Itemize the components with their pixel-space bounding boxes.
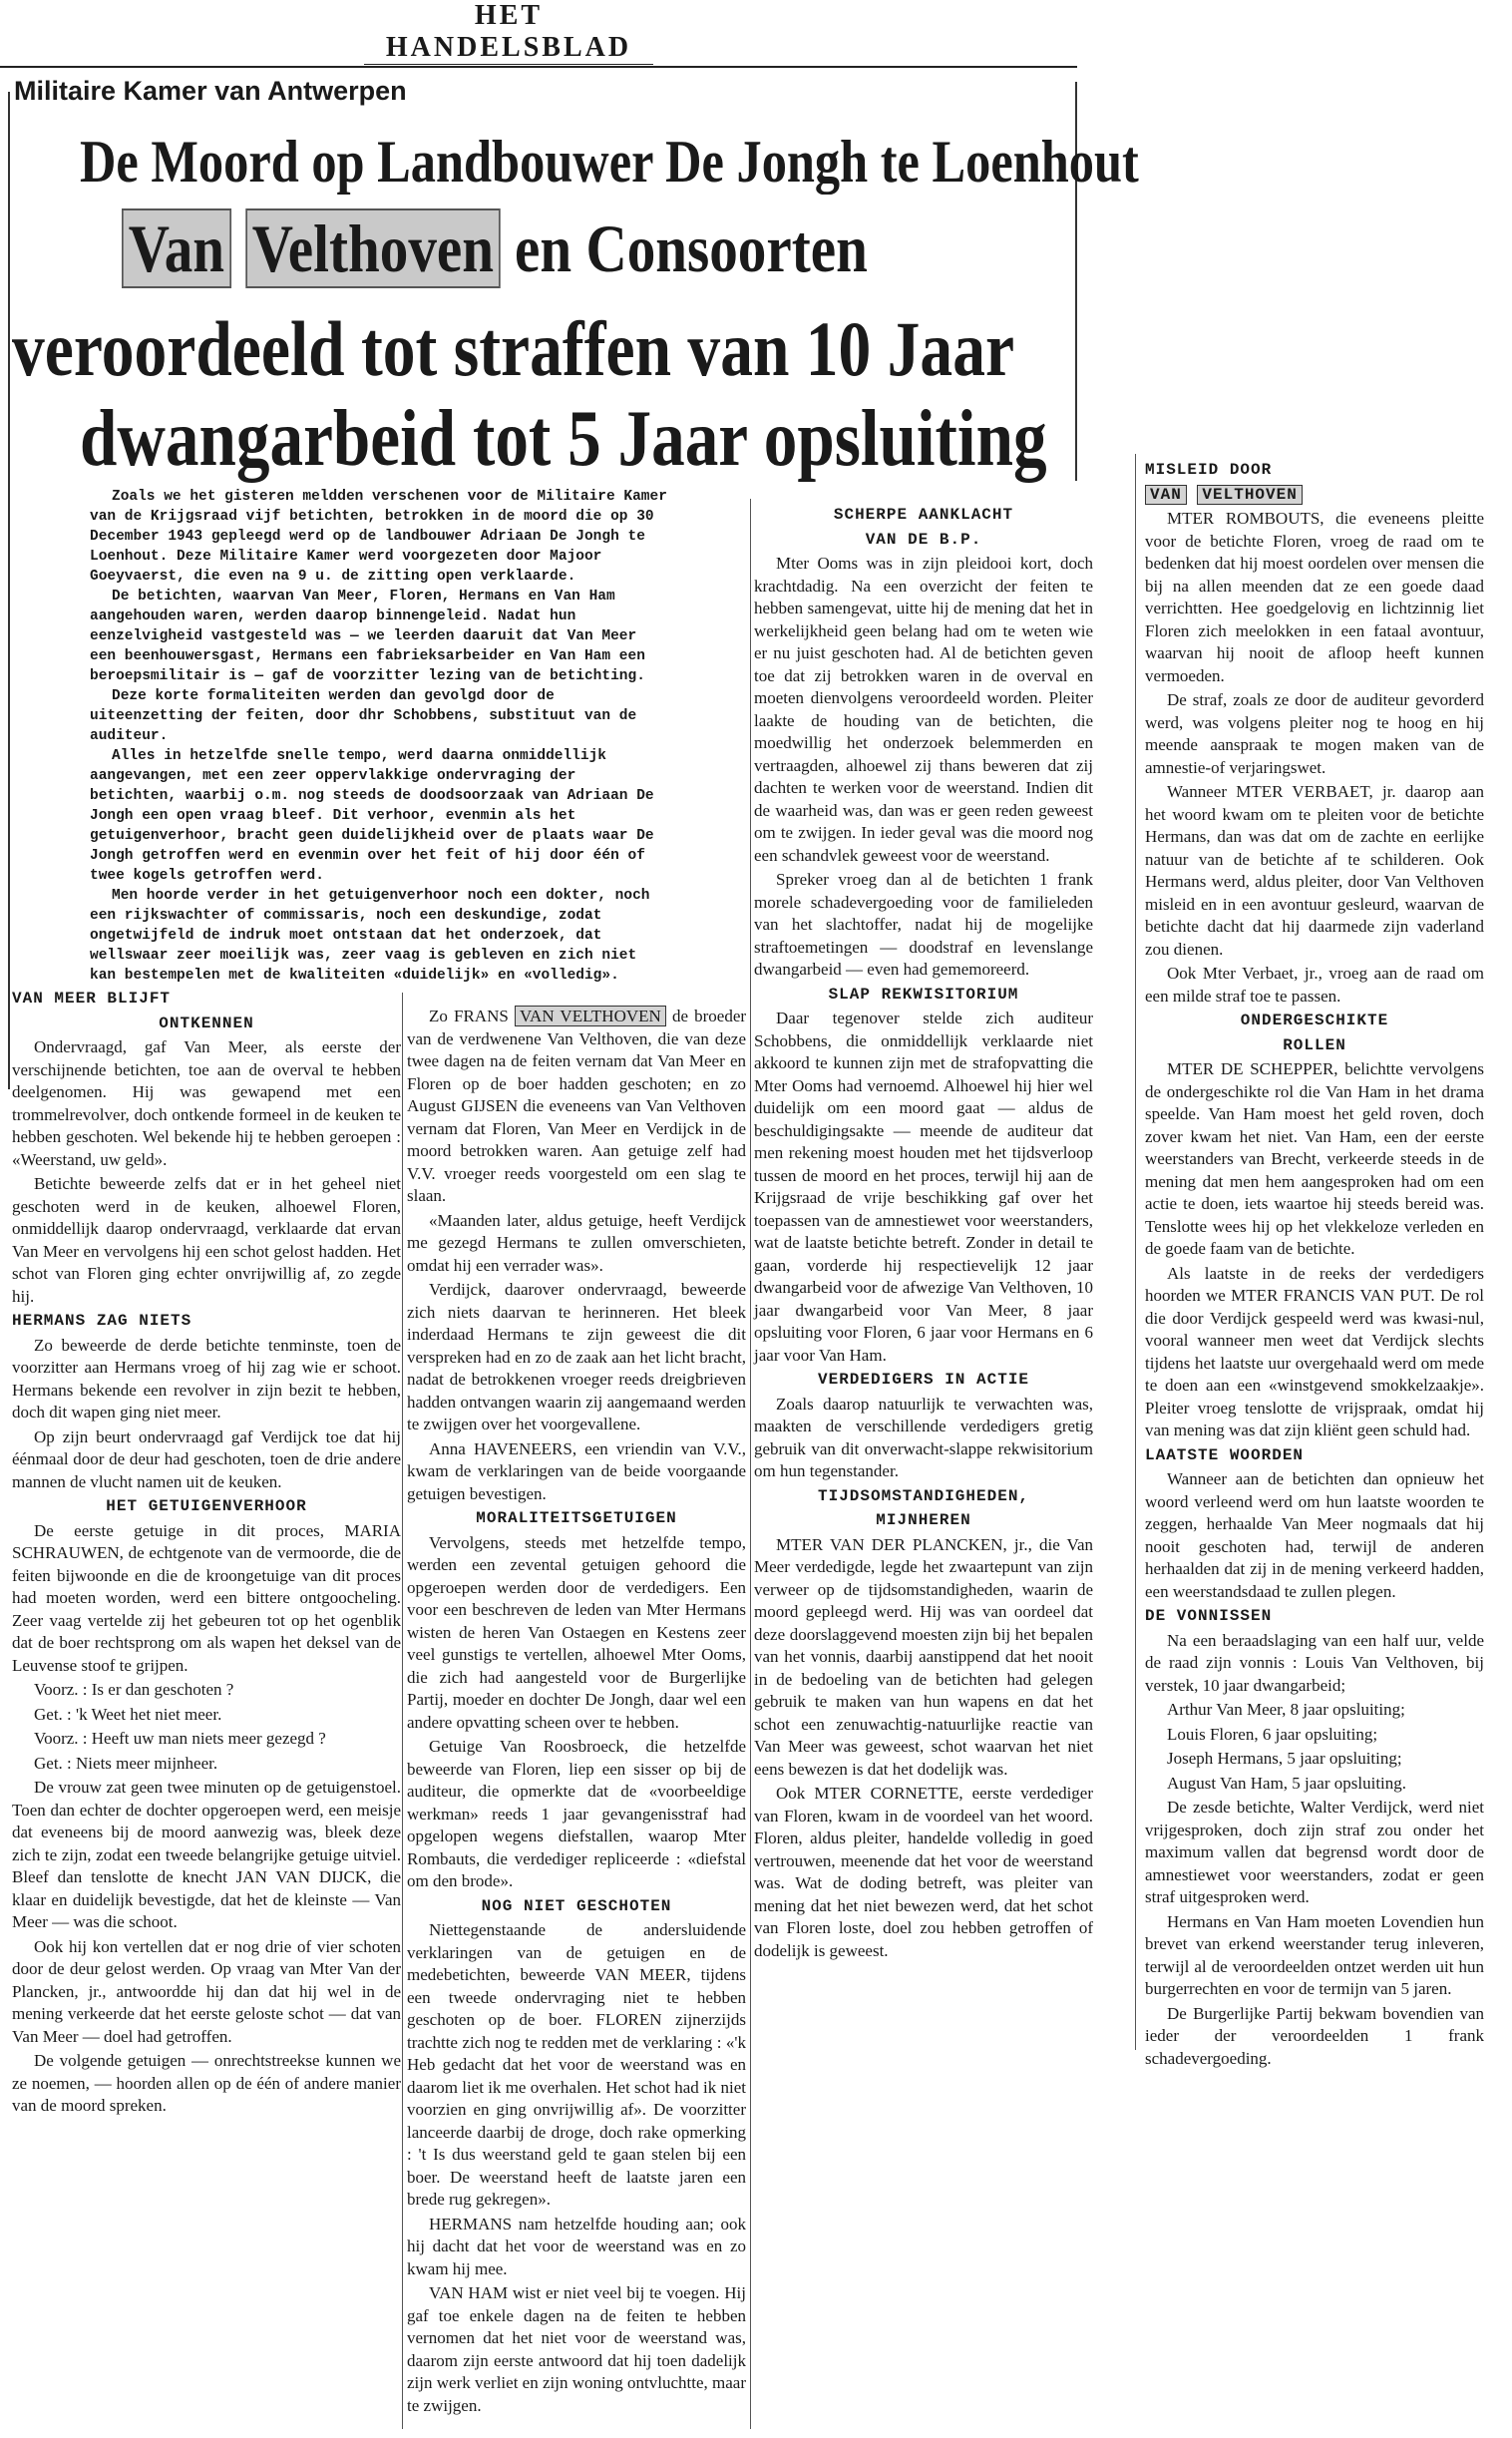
paragraph: MTER ROMBOUTS, die eveneens pleitte voor de betichte Floren, vroeg de raad om te bedenken dat hij moest oordelen over mensen die bij na allen meenden dat ze een goede daad verrichtten. Hee goedgelovig en lichtzinnig liet Floren zich meelokken in een fataal avontuur, waarvan hij nooit de afloop heeft kunnen vermoeden.: [1145, 509, 1484, 685]
section-heading: ONDERGESCHIKTE: [1240, 1012, 1389, 1029]
section-heading: ONTKENNEN: [159, 1014, 254, 1032]
masthead: HET HANDELSBLAD: [364, 0, 653, 67]
paragraph: Betichte beweerde zelfs dat er in het geheel niet geschoten werd in de keuken, alhoewel Floren, onmiddellijk daarop ondervraagd, verklaarde dat ervan Van Meer en vervolgens hij een schot gelost hadden. Het schot van Floren ging echter onvrijwillig af, zo zegde hij.: [12, 1174, 401, 1306]
list-item: Arthur Van Meer, 8 jaar opsluiting;: [1167, 1700, 1405, 1719]
section-heading: LAATSTE WOORDEN: [1145, 1445, 1305, 1464]
section-heading: TIJDSOMSTANDIGHEDEN,: [817, 1486, 1030, 1505]
paragraph: VAN HAM wist er niet veel bij te voegen. Hij gaf toe enkele dagen na de feiten te hebben vernomen dat het niet voor de weerstand was, daarom zijn eerste antwoord dat hij toen dadelijk zijn werk verliet en zijn woning ontvluchtte, maar te zwijgen.: [407, 2283, 746, 2415]
headline-line-4: dwangarbeid tot 5 Jaar opsluiting: [80, 395, 1047, 483]
column-divider: [750, 499, 751, 2429]
paragraph: HERMANS nam hetzelfde houding aan; ook hij dacht dat het voor de weerstand was en zo kwam hij mee.: [407, 2214, 746, 2278]
lead-text: De betichten, waarvan Van Meer, Floren, Hermans en Van Ham aangehouden waren, werden daarop binnengeleid. Nadat hun eenzelvigheid vastgesteld was — we leerden daaruit dat Van Meer een beenhouwersgast, Hermans een fabrieksarbeider en Van Ham een beroepsmilitair is — gaf de voorzitter lezing van de betichting.: [90, 589, 645, 684]
paragraph: Wanneer MTER VERBAET, jr. daarop aan het woord kwam om te pleiten voor de betichte Hermans, dan was dat om de zachte en eerlijke natuur van de betichte af te schilderen. Ook Hermans werd, aldus pleiter, door Van Velthoven misleid en in een avontuur gesleurd, waarvan de betichte dacht dat hij daarmede zijn vaderland zou dienen.: [1145, 782, 1484, 959]
lead-text: Deze korte formaliteiten werden dan gevolgd door de uiteenzetting der feiten, door dhr Schobbens, substituut van de auditeur.: [90, 688, 637, 744]
paragraph: [407, 1006, 746, 1208]
paragraph: Getuige Van Roosbroeck, die hetzelfde beweerde van Floren, liep een sisser op bij de auditeur, die opmerkte dat de «voorbeeldige werkman» reeds 1 jaar gevangenisstraf had opgelopen wegens diefstallen, waarop Mter Rombauts, die verdediger repliceerde : «diefstal om den brode».: [407, 1737, 746, 1890]
section-heading: SLAP REKWISITORIUM: [828, 985, 1019, 1004]
lead-text: Alles in hetzelfde snelle tempo, werd daarna onmiddellijk aangevangen, met een zeer oppervlakkige ondervraging der betichten, waarbij o.m. nog steeds de doodsoorzaak van Adriaan De Jongh een open vraag bleef. Dit verhoor, evenmin als het getuigenverhoor, bracht geen duidelijkheid over de plaats waar De Jongh getroffen werd en evenmin over het feit of hij door één of twee kogels getroffen werd.: [90, 748, 654, 884]
paragraph: MTER VAN DER PLANCKEN, jr., die Van Meer verdedigde, legde het zwaartepunt van zijn verweer op de tijdsomstandigheden, waarin de moord gepleegd werd. Hij was van oordeel dat deze doorslaggevend moesten zijn bij het bepalen van het vonnis, daarbij aanstippend dat het nooit in de bedoeling van de betichten had gelegen gebruik te maken van hun wapens en dat het schot een zenuwachtig-natuurlijke reactie van Van Meer was geweest, schot waarvan het niet eens bewezen is dat het dodelijk was.: [754, 1534, 1093, 1779]
column-divider: [1135, 454, 1136, 2050]
paragraph: De eerste getuige in dit proces, MARIA SCHRAUWEN, de echtgenote van de vermoorde, die de feiten bijwoonde en die de kroongetuige van dit proces had moeten worden, werd een bittere ontgoocheling. Zeer vaag vertelde zij het gebeuren tot op het ogenblik dat de boer rechtsprong om als wapen het deksel van de Leuvense stoof te grijpen.: [12, 1520, 401, 1675]
paragraph: Hermans en Van Ham moeten Lovendien hun brevet van erkend weerstander terug inleveren, terwijl al de veroordeelden ontzet werden uit hun burgerrechten en voor de termijn van 5 jaren.: [1145, 1911, 1484, 1998]
paragraph: Zo beweerde de derde betichte tenminste, toen de voorzitter aan Hermans vroeg of hij zag wie er schoot. Hermans bekende een revolver in zijn bezit te hebben, doch dit wapen ging niet meer.: [12, 1335, 401, 1422]
column-divider: [402, 993, 403, 2429]
column-3: [754, 504, 1093, 1964]
section-heading: MORALITEITSGETUIGEN: [476, 1509, 677, 1527]
section-heading: HET GETUIGENVERHOOR: [106, 1497, 307, 1515]
section-heading: MISLEID DOOR: [1145, 461, 1273, 479]
paragraph: Ook hij kon vertellen dat er nog drie of vier schoten door de deur gelost werden. Op vraag van Mter Van der Plancken, jr., antwoordde hij dan dat hij wel in de mening verkeerde dat het eerste geloste schot — dat van Van Meer — doel had getroffen.: [12, 1936, 401, 2046]
paragraph: MTER DE SCHEPPER, belichtte vervolgens de ondergeschikte rol die Van Ham in het drama speelde. Van Ham moest het geld roven, doch zover kwam het niet. Van Ham, een der eerste weerstanders van Brecht, verkeerde steeds in de mening dat men hem aangesproken had om een actie te doen, iets waartoe hij steeds bereid was. Tenslotte wees hij op het vlekkeloze verleden en de goede faam van de betichte.: [1145, 1059, 1484, 1258]
section-heading: NOG NIET GESCHOTEN: [481, 1896, 672, 1915]
highlight: Van: [122, 208, 231, 288]
paragraph: Spreker vroeg dan al de betichten 1 frank morele schadevergoeding voor de familieleden van het slachtoffer, nadat hij de mogelijke straftoemetingen — doodstraf en levenslange dwangarbeid — even had gememoreerd.: [754, 870, 1093, 979]
section-heading: VAN DE B.P.: [865, 530, 982, 549]
paragraph: De volgende getuigen — onrechtstreekse kunnen we ze noemen, — hoorden allen op de één of andere manier van de moord spreken.: [12, 2051, 401, 2115]
paragraph: Vervolgens, steeds met hetzelfde tempo, werden een zevental getuigen gehoord die opgeroepen werden door de verdedigers. Een voor een beschreven de leden van Mter Hermans wisten de heren Van Ostaegen en Kestens zeer veel gunstigs te vertellen, alhoewel Mter Ooms, die zich had aangesteld voor de Burgerlijke Partij, moeder en dochter De Jongh, daar wel een andere opvatting scheen over te hebben.: [407, 1532, 746, 1732]
list-item: August Van Ham, 5 jaar opsluiting.: [1167, 1773, 1407, 1793]
paragraph: Wanneer aan de betichten dan opnieuw het woord verleend werd om hun laatste woorden te zeggen, herhaalde Van Meer nogmaals dat hij nooit geschoten had, terwijl de anderen herhaalden dat zij in de mening verkeerd hadden, een weerstandsdaad te zullen plegen.: [1145, 1469, 1484, 1601]
divider: [0, 66, 1077, 68]
paragraph-text: de broeder van de verdwenene Van Velthoven, die van deze twee dagen na de feiten vernam dat Van Meer en Floren op de boer hadden geschoten; en zo August GIJSEN die eveneens van Van Velthoven vernam dat Floren, Van Meer en Verdijck in de moord betrokken waren. Aan getuige zelf had V.V. vroeger reeds voorgesteld om een slag te slaan.: [407, 1007, 747, 1205]
paragraph: Na een beraadslaging van een half uur, velde de raad zijn vonnis : Louis Van Velthoven, bij verstek, 10 jaar dwangarbeid;: [1145, 1630, 1484, 1695]
section-heading: HERMANS ZAG NIETS: [12, 1312, 192, 1330]
paragraph-text: Zo FRANS: [429, 1007, 509, 1025]
column-4: [1145, 459, 1484, 2072]
lead-text: Men hoorde verder in het getuigenverhoor noch een dokter, noch een rijkswachter of commissaris, noch een deskundige, zodat ongetwijfeld de indruk moet ontstaan dat het onderzoek, dat wellswaar zeer moeilijk was, zeer vaag is gebleven en zich niet kan bestempelen met de kwaliteiten «duidelijk» en «volledig».: [90, 888, 650, 984]
paragraph: Anna HAVENEERS, een vriendin van V.V., kwam de verklaringen van de beide voorgaande getuigen bevestigen.: [407, 1438, 746, 1503]
paragraph: Verdijck, daarover ondervraagd, beweerde zich niets daarvan te herinneren. Het bleek inderdaad Hermans te zijn geweest die dit verspreken had en zo de zaak aan het licht bracht, nadat de betrokkenen vroeger reeds dreigbrieven hadden ontvangen waarin zij aangemaand werden te zwijgen over het voorgevallene.: [407, 1280, 746, 1433]
section-heading: VERDEDIGERS IN ACTIE: [817, 1371, 1030, 1389]
paragraph: Get. : Niets meer mijnheer.: [34, 1753, 218, 1773]
paragraph: Daar tegenover stelde zich auditeur Schobbens, die onmiddellijk verklaarde niet akkoord te kunnen zijn met de strafopvatting die Mter Ooms had vernoemd. Alhoewel hij hier wel duidelijk om een moord gaat — aldus de beschuldigingsakte — meende de auditeur dat men rekening moest houden met het tijdsverloop tussen de moord en het proces, terwijl hij aan de Krijgsraad de vrije beschikking gaf over het toepassen van de amnestiewet voor weerstanders, wat de laatste betichte betreft. Zonder in detail te gaan, vorderde hij respectievelijk 12 jaar dwangarbeid voor de afwezige Van Velthoven, 10 jaar dwangarbeid voor Van Meer, 8 jaar opsluiting voor Floren, 6 jaar voor Hermans en 6 jaar voor Van Ham.: [754, 1009, 1093, 1365]
paragraph: Niettegenstaande de andersluidende verklaringen van de getuigen en de medebetichten, beweerde VAN MEER, tijdens een tweede ondervraging niet te hebben geschoten op de boer. FLOREN zijnerzijds trachtte zich nog te redden met de verklaring : «'k Heb gedacht dat het voor de weerstand was en daarom liet ik me overhalen. Het schot had ik niet voorzien en ging onvrijwillig af». De voorzitter lanceerde daarbij de droge, doch rake opmerking : 't Is dus weerstand geld te gaan stelen bij een boer. De weerstand heeft de laatste jaren een brede rug gekregen».: [407, 1920, 746, 2209]
paragraph: De vrouw zat geen twee minuten op de getuigenstoel. Toen dan echter de dochter opgeroepen werd, een meisje dat eveneens bij de moord aanwezig was, bleek deze zich te zijn, zodat een tweede belangrijke getuige uitviel. Bleef dan tenslotte de knecht JAN VAN DIJCK, die klaar en duidelijk bevestigde, dat het de kleinste — Van Meer — was die schoot.: [12, 1778, 401, 1931]
paragraph: Zoals daarop natuurlijk te verwachten was, maakten de verschillende verdedigers gretig gebruik van dit onverwacht-slappe rekwisitorium om hun tegenstander.: [754, 1394, 1093, 1480]
highlight: VAN: [1145, 485, 1187, 505]
section-heading: VAN MEER BLIJFT: [12, 990, 172, 1008]
paragraph: De Burgerlijke Partij bekwam bovendien van ieder der veroordeelden 1 frank schadevergoeding.: [1145, 2003, 1484, 2068]
paragraph: Voorz. : Is er dan geschoten ?: [34, 1680, 234, 1699]
paragraph: Ook MTER CORNETTE, eerste verdediger van Floren, kwam in de voordeel van het woord. Floren, aldus pleiter, handelde volledig in goed vertrouwen, meenende dat het voor de weerstand was. Wat de doding betreft, was pleiter van mening dat het niet bewezen werd, dat het schot van Floren loste, doel zou hebben getroffen of dodelijk is geweest.: [754, 1784, 1093, 1960]
paragraph: Op zijn beurt ondervraagd gaf Verdijck toe dat hij éénmaal door de deur had geschoten, toen de drie andere mannen de vlucht namen uit de keuken.: [12, 1426, 401, 1491]
divider: [8, 92, 10, 1089]
paragraph: Voorz. : Heeft uw man niets meer gezegd ?: [34, 1729, 326, 1748]
list-item: Louis Floren, 6 jaar opsluiting;: [1167, 1724, 1378, 1744]
section-heading: DE VONNISSEN: [1145, 1607, 1273, 1625]
highlight: Velthoven: [245, 208, 501, 288]
paragraph: De straf, zoals ze door de auditeur gevorderd werd, was volgens pleiter nog te hoog en hij meende aanspraak te mogen maken van de amnestie-of verjaringswet.: [1145, 690, 1484, 777]
section-heading: MIJNHEREN: [876, 1511, 971, 1529]
paragraph: Als laatste in de reeks der verdedigers hoorden we MTER FRANCIS VAN PUT. De rol die door Verdijck gespeeld werd was kwasi-nul, vooral wanneer men weet dat Verdijck slechts tijdens het laatste uur overgehaald werd om mede te doen aan een «winstgevend smokkelzaakje». Pleiter vroeg tenslotte de vrijspraak, omdat hij van mening was dat zijn kliënt geen schuld had.: [1145, 1263, 1484, 1439]
paragraph: Mter Ooms was in zijn pleidooi kort, doch krachtdadig. Na een overzicht der feiten te hebben samengevat, uitte hij de mening dat het in werkelijkheid geen belang had om te weten wie er nu juist geschoten had. Al de betichten geven toe dat zij betrokken waren in de overval en moeten dienvolgens veroordeeld worden. Pleiter laakte de houding van de betichten, die moedwillig het onderzoek belemmerden en vertraagden, alhoewel zij thans beweren dat zij dachten te werken voor de weerstand. Indien dit de waarheid was, dan was er geen reden geweest om te zwijgen. In ieder geval was die moord nog een schandvlek geweest voor de weerstand.: [754, 554, 1093, 865]
paragraph: «Maanden later, aldus getuige, heeft Verdijck me gezegd Hermans te zullen omverschieten, omdat hij een verrader was».: [407, 1210, 746, 1275]
column-1: [12, 988, 401, 2120]
headline-text: en Consoorten: [515, 210, 868, 286]
column-2: [407, 1006, 746, 2419]
lead-paragraph: [90, 487, 668, 986]
paragraph: Get. : 'k Weet het niet meer.: [34, 1704, 222, 1724]
headline-line-1: De Moord op Landbouwer De Jongh te Loenhout: [80, 129, 1139, 195]
headline-line-3: veroordeeld tot straffen van 10 Jaar: [12, 305, 1015, 392]
highlight: VELTHOVEN: [1197, 485, 1302, 505]
lead-text: Zoals we het gisteren meldden verschenen voor de Militaire Kamer van de Krijgsraad vijf betichten, betrokken in de moord die op 30 December 1943 gepleegd werd op de landbouwer Adriaan De Jongh te Loenhout. Deze Militaire Kamer werd voorgezeten door Majoor Goeyvaerst, die even na 9 u. de zitting open verklaarde.: [90, 489, 667, 585]
kicker: Militaire Kamer van Antwerpen: [14, 76, 407, 106]
section-heading: SCHERPE AANKLACHT: [833, 506, 1014, 524]
list-item: Joseph Hermans, 5 jaar opsluiting;: [1167, 1749, 1402, 1768]
paragraph: Ook Mter Verbaet, jr., vroeg aan de raad om een milde straf toe te passen.: [1145, 964, 1484, 1006]
headline-line-2: [122, 209, 868, 288]
paragraph: Ondervraagd, gaf Van Meer, als eerste der verschijnende betichten, toe aan de overval te hebben deelgenomen. Hij was gewapend met een trommelrevolver, doch ontkende formeel in de keuken te hebben geschoten. Wel bekende hij te hebben geroepen : «Weerstand, uw geld».: [12, 1037, 401, 1169]
highlight: VAN VELTHOVEN: [515, 1006, 666, 1026]
paragraph: De zesde betichte, Walter Verdijck, werd niet vrijgesproken, doch zijn straf zou onder het maximum vallen dat begrensd wordt door de amnestiewet voor weerstanders, zodat er geen straf uitgesproken werd.: [1145, 1798, 1484, 1906]
section-heading: ROLLEN: [1283, 1035, 1346, 1054]
section-heading: [1145, 484, 1484, 507]
